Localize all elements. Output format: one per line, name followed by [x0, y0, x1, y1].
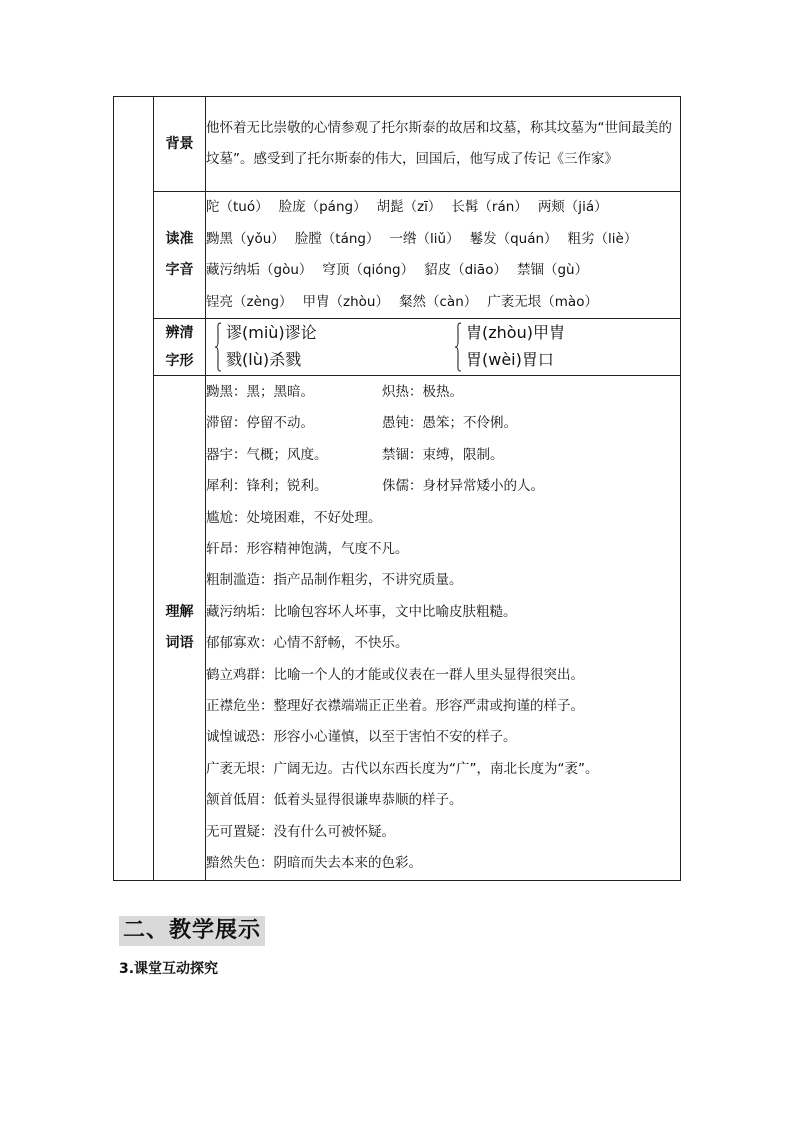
vocabulary-pair-row	[206, 440, 680, 471]
pronunciation-label-line2: 字音	[165, 262, 194, 278]
pronunciation-item: 鬈发（quán）	[469, 230, 558, 247]
left-brace-icon	[214, 322, 222, 372]
pronunciation-item: 貂皮（diāo）	[424, 262, 507, 278]
vocabulary-entry: 滞留：停留不动。	[206, 415, 314, 432]
vocabulary-entry: 黯然失色：阴暗而失去本来的色彩。	[206, 855, 422, 872]
pronunciation-item: 粲然（càn）	[399, 293, 478, 310]
pronunciation-item: 禁锢（gù）	[516, 262, 589, 278]
glyph-label	[154, 319, 206, 376]
pronunciation-line	[206, 192, 680, 224]
vocabulary-row	[114, 376, 681, 881]
vocabulary-entry: 诚惶诚恐：形容小心谨慎，以至于害怕不安的样子。	[206, 729, 517, 746]
lesson-table	[113, 96, 681, 881]
vocabulary-entry: 粗制滥造：指产品制作粗劣，不讲究质量。	[206, 572, 463, 589]
pronunciation-line	[206, 287, 680, 319]
vocabulary-pair-row	[206, 408, 680, 439]
vocabulary-entry: 颔首低眉：低着头显得很谦卑恭顺的样子。	[206, 792, 463, 809]
section-heading: 二、教学展示	[119, 916, 265, 946]
background-text: 他怀着无比崇敬的心情参观了托尔斯泰的故居和坟墓，称其坟墓为“世间最美的坟墓”。感受到了托尔斯泰的伟大，回国后，他写成了传记《三作家》	[206, 119, 672, 167]
pronunciation-item: 脸庞（páng）	[278, 199, 367, 215]
vocabulary-entry: 藏污纳垢：比喻包容坏人坏事，文中比喻皮肤粗糙。	[206, 603, 517, 620]
glyph-label-line1: 辨清	[165, 325, 194, 341]
vocabulary-entry: 无可置疑：没有什么可被怀疑。	[206, 823, 395, 840]
vocabulary-entry: 广袤无垠：广阔无边。古代以东西长度为“广”，南北长度为“袤”。	[206, 760, 599, 777]
pronunciation-label	[154, 192, 206, 319]
vocabulary-entry: 犀利：锋利；锐利。	[206, 478, 328, 495]
vocabulary-pair-row	[206, 471, 680, 502]
vocabulary-entry: 炽热：极热。	[382, 384, 463, 400]
glyph-entry: 胄(zhòu)甲胄	[466, 323, 565, 342]
pronunciation-item: 脸膛（táng）	[294, 230, 380, 247]
pronunciation-item: 两颊（jiá）	[537, 199, 608, 215]
vocabulary-entry: 正襟危坐：整理好衣襟端端正正坐着。形容严肃或拘谨的样子。	[206, 698, 584, 715]
vocabulary-entry: 郁郁寡欢：心情不舒畅，不快乐。	[206, 635, 409, 652]
glyph-cell	[206, 319, 681, 376]
vocabulary-label-line2: 词语	[165, 634, 194, 651]
glyph-label-line2: 字形	[165, 353, 194, 369]
pronunciation-item: 长髯（rán）	[451, 199, 528, 215]
pronunciation-item: 胡髭（zī）	[376, 199, 442, 215]
pronunciation-item: 黝黑（yǒu）	[206, 230, 285, 247]
vocabulary-entry: 鹤立鸡群：比喻一个人的才能或仪表在一群人里头显得很突出。	[206, 666, 584, 683]
pronunciation-item: 锃亮（zèng）	[206, 293, 293, 310]
vocabulary-entry: 禁锢：束缚，限制。	[382, 446, 504, 463]
vocabulary-entry: 尴尬：处境困难，不好处理。	[206, 509, 382, 526]
vocabulary-entry: 侏儒：身材异常矮小的人。	[382, 478, 544, 495]
sub-heading: 3.课堂互动探究	[119, 961, 219, 977]
vocabulary-entry: 轩昂：形容精神饱满，气度不凡。	[206, 541, 409, 558]
pronunciation-line	[206, 224, 680, 256]
pronunciation-item: 粗劣（liè）	[567, 230, 638, 247]
glyph-groups	[212, 319, 674, 375]
pronunciation-item: 藏污纳垢（gòu）	[206, 262, 313, 278]
pronunciation-item: 穹顶（qióng）	[322, 262, 415, 278]
pronunciation-row	[114, 192, 681, 319]
vocabulary-cell	[206, 376, 681, 881]
glyph-entry: 胃(wèi)胃口	[466, 350, 554, 369]
pronunciation-label-line1: 读准	[165, 231, 194, 247]
background-text-cell	[206, 97, 681, 192]
pronunciation-item: 甲胄（zhòu）	[302, 293, 389, 310]
vocabulary-label-line1: 理解	[165, 603, 194, 620]
vocabulary-entry: 愚钝：愚笨；不伶俐。	[382, 415, 517, 432]
vocabulary-pair-row	[206, 377, 680, 408]
glyph-entry: 谬(miù)谬论	[226, 323, 317, 342]
glyph-entry: 戮(lù)杀戮	[226, 350, 302, 369]
vocabulary-entry: 器宇：气概；风度。	[206, 446, 328, 463]
glyph-row	[114, 319, 681, 376]
left-brace-icon	[454, 322, 462, 372]
background-row	[114, 97, 681, 192]
background-label: 背景	[154, 97, 206, 192]
pronunciation-cell	[206, 192, 681, 319]
pronunciation-item: 广袤无垠（mào）	[487, 293, 598, 310]
vocabulary-label	[154, 376, 206, 881]
pronunciation-item: 一绺（liǔ）	[389, 230, 460, 247]
pronunciation-item: 陀（tuó）	[206, 199, 269, 215]
pronunciation-line	[206, 255, 680, 287]
vocabulary-entry: 黝黑：黑；黑暗。	[206, 384, 314, 400]
left-empty-column	[114, 97, 154, 881]
